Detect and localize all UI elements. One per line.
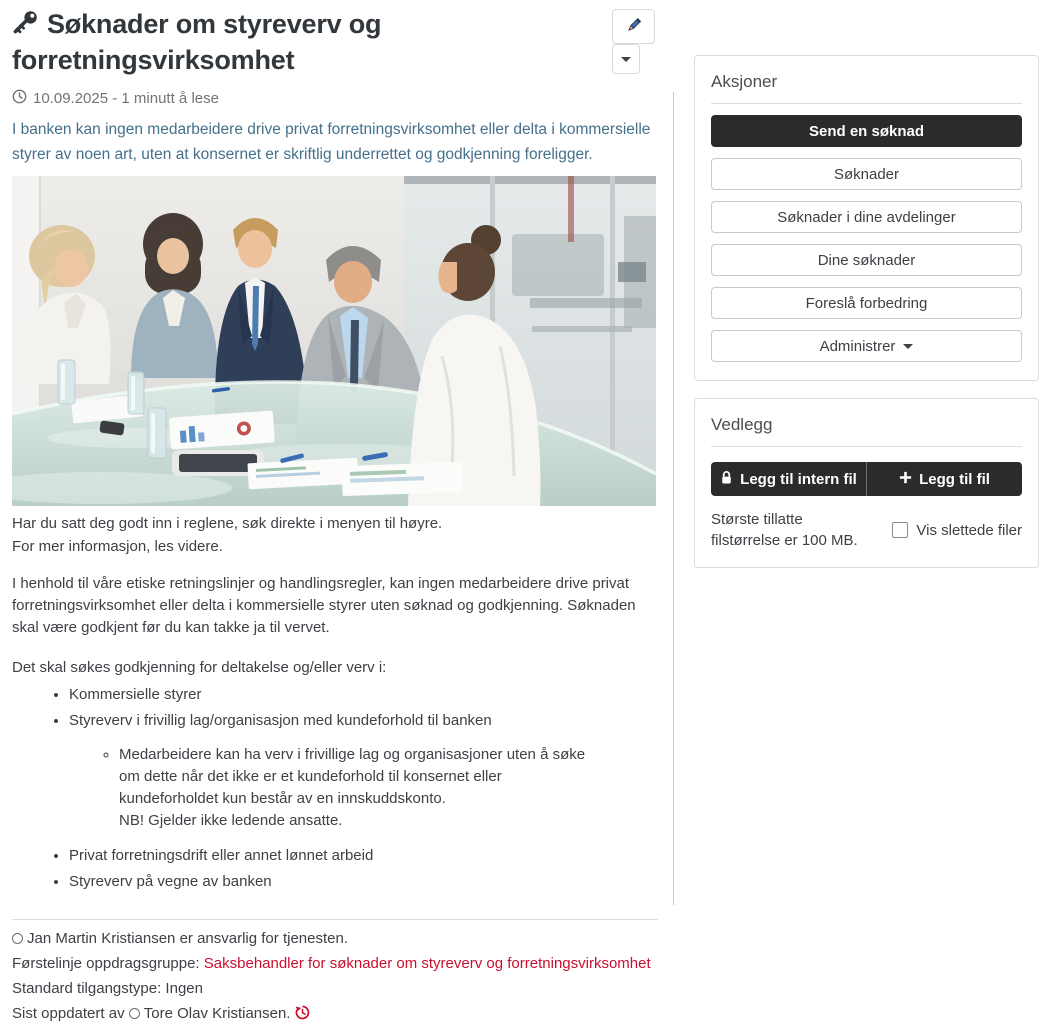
main-content [12,6,656,897]
department-applications-button[interactable] [711,201,1022,233]
paragraph-guide-line2: For mer informasjon, les videre. [12,537,223,555]
clock-icon [12,89,27,108]
page-header [12,6,656,79]
list-item: • Privat forretningsdrift eller annet lønnet arbeid [69,845,656,867]
meeting-photo-illustration [12,176,656,506]
updated-label: Sist oppdatert av [12,1004,125,1022]
key-icon [12,6,38,42]
actions-panel-title: Aksjoner [711,72,778,91]
frontline-label: Førstelinje oppdragsgruppe: [12,954,200,972]
plus-icon [899,470,912,489]
approval-list [12,684,656,832]
attachments-panel [694,398,1039,568]
chevron-down-icon [621,57,631,62]
sublist-item-text: Medarbeidere kan ha verv i frivillige lag og organisasjoner uten å søke om dette når det ikke er et kundeforhold til konsernet eller kundeforholdet kun består av en innskuddskonto. [119,745,586,807]
applications-button[interactable] [711,158,1022,190]
panel-rule [711,103,1022,104]
list-item-text: Styreverv i frivillig lag/organisasjon med kundeforhold til banken [69,711,492,729]
article-meta [12,89,656,108]
title-dropdown-button[interactable] [612,44,640,74]
paragraph-guide-line1: Har du satt deg godt inn i reglene, søk direkte i menyen til høyre. [12,515,443,533]
paragraph-list-intro: Det skal søkes godkjenning for deltakelse og/eller verv i: [12,658,387,676]
show-deleted-checkbox[interactable] [892,522,908,538]
access-line: Standard tilgangstype: Ingen [12,979,203,997]
applications-label: Søknader [833,165,900,183]
actions-panel [694,55,1039,381]
meta-text: 10.09.2025 - 1 minutt å lese [33,89,219,107]
your-applications-button[interactable] [711,244,1022,276]
paragraph-policy: I henhold til våre etiske retningslinjer og handlingsregler, kan ingen medarbeidere drive privat forretningsvirksomhet eller delta i kommersielle styrer uten søknad og godkjenning. Søknaden skal være godkjent før du kan takke ja til vervet. [12,574,636,636]
administer-button[interactable] [711,330,1022,362]
add-file-button[interactable] [867,462,1022,496]
footer-rule [12,919,658,920]
attachments-footer [711,509,1022,551]
chevron-down-icon [903,344,913,349]
article-photo [12,176,656,506]
attachments-panel-title: Vedlegg [711,415,773,434]
updated-line [12,1004,658,1024]
show-deleted-label: Vis slettede filer [916,521,1022,539]
article-footer [12,919,658,1029]
frontline-group-link[interactable]: Saksbehandler for søknader om styreverv og forretningsvirksomhet [203,954,651,972]
add-file-label: Legg til fil [919,470,990,488]
responsible-line [12,929,658,949]
suggest-improvement-label: Foreslå forbedring [805,294,928,312]
department-applications-label: Søknader i dine avdelinger [777,208,956,226]
add-internal-file-button[interactable] [711,462,867,496]
intro-paragraph: I banken kan ingen medarbeidere drive privat forretningsvirksomhet eller delta i kommersielle styrer av noen art, uten at konsernet er skriftlig underrettet og godkjenning foreligger. [12,120,651,163]
approval-list-2 [12,845,656,893]
history-icon[interactable] [295,1004,310,1024]
sublist-item-nb: NB! Gjelder ikke ledende ansatte. [119,811,343,829]
send-application-label: Send en søknad [808,122,925,140]
send-application-button[interactable] [711,115,1022,147]
approval-sublist [69,744,656,832]
person-icon [129,1008,140,1019]
list-item [69,710,656,832]
responsible-text: Jan Martin Kristiansen er ansvarlig for tjenesten. [27,930,348,947]
edit-button[interactable] [612,9,655,44]
content-divider [673,92,674,905]
page-title [12,6,600,79]
list-item [119,744,656,832]
suggest-improvement-button[interactable] [711,287,1022,319]
attachment-button-group [711,462,1022,496]
your-applications-label: Dine søknader [817,251,916,269]
page-title-text: Søknader om styreverv og forretningsvirksomhet [12,9,382,76]
panel-rule [711,446,1022,447]
add-internal-file-label: Legg til intern fil [740,470,857,488]
pencil-icon [625,17,642,37]
frontline-line [12,954,658,974]
max-file-size-text: Største tillatte filstørrelse er 100 MB. [711,511,858,549]
lock-icon [720,470,733,489]
updated-name: Tore Olav Kristiansen. [143,1004,291,1022]
paragraph-guide [12,513,656,557]
administer-label: Administrer [819,337,896,355]
person-icon [12,933,23,944]
show-deleted-control [892,522,1022,539]
list-item: • Styreverv på vegne av banken [69,871,656,893]
list-item: • Kommersielle styrer [69,684,656,706]
